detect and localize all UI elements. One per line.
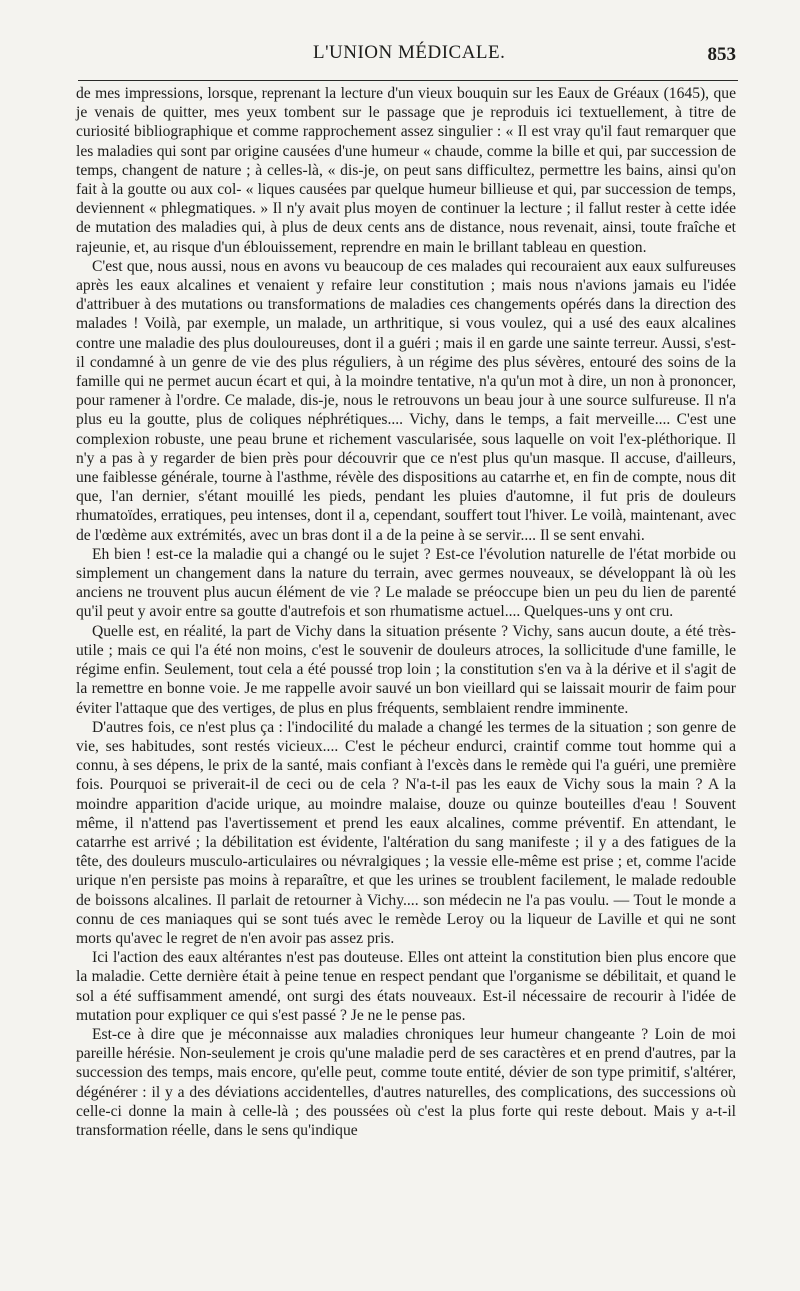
paragraph: Est-ce à dire que je méconnaisse aux maladies chroniques leur humeur changeante ? Loin de moi pareille hérésie. Non-seulement je crois qu'une maladie perd de ses caractères et en prend d'autres, par la succession des temps, mais encore, qu'elle peut, comme toute entité, dévier de son type primitif, s'altérer, dégénérer : il y a des déviations accidentelles, d'autres naturelles, des complications, des successions où celle-ci donne la main à celle-là ; des poussées où c'est la plus forte qui reste debout. Mais y a-t-il transformation réelle, dans le sens qu'indique (76, 1025, 736, 1139)
paragraph: C'est que, nous aussi, nous en avons vu beaucoup de ces malades qui recouraient aux eaux sulfureuses après les eaux alcalines et venaient y refaire leur constitution ; mais nous n'avions jamais eu l'idée d'attribuer à des mutations ou transformations de maladies ces changements opérés dans la direction des malades ! Voilà, par exemple, un malade, un arthritique, si vous voulez, qui a usé des eaux alcalines contre une maladie des plus douloureuses, dont il a guéri ; mais il en garde une sainte terreur. Aussi, s'est-il condamné à un genre de vie des plus réguliers, à un régime des plus sévères, entouré des soins de la famille qui ne permet aucun écart et qui, à la moindre tentative, n'a qu'un mot à dire, un non à prononcer, pour ramener à l'ordre. Ce malade, dis-je, nous le retrouvons un beau jour à une source sulfureuse. Il n'a plus eu la goutte, plus de coliques néphrétiques.... Vichy, dans le temps, a fait merveille.... C'est une complexion robuste, une peau brune et richement vascularisée, sous laquelle on voit l'ex-pléthorique. Il n'y a pas à y regarder de bien près pour découvrir que ce n'est plus qu'un masque. Il accuse, d'ailleurs, une faiblesse générale, tourne à l'asthme, révèle des dispositions au catarrhe et, en fin de compte, nous dit que, l'an dernier, s'étant mouillé les pieds, pendant les pluies d'automne, il fut pris de douleurs rhumatoïdes, erratiques, peu intenses, dont il a, cependant, souffert tout l'hiver. Le voilà, maintenant, avec de l'œdème aux extrémités, avec un bras dont il a de la peine à se servir.... Il se sent envahi. (76, 257, 736, 544)
paragraph: Eh bien ! est-ce la maladie qui a changé ou le sujet ? Est-ce l'évolution naturelle de l'état morbide ou simplement un changement dans la nature du terrain, avec germes nouveaux, se développant là où les anciens ne trouvent plus aucun élément de vie ? Le malade se préoccupe bien un peu du lien de parenté qu'il peut y avoir entre sa goutte d'autrefois et son rhumatisme actuel.... Quelques-uns y ont cru. (76, 545, 736, 621)
page-header (78, 42, 736, 74)
paragraph: Ici l'action des eaux altérantes n'est pas douteuse. Elles ont atteint la constitution bien plus encore que la maladie. Cette dernière était à peine tenue en respect pendant que l'organisme se débilitait, et quand le sol a été suffisamment amendé, ont surgi des états nouveaux. Est-il nécessaire de recourir à l'idée de mutation pour expliquer ce qui s'est passé ? Je ne le pense pas. (76, 949, 736, 1024)
paragraph: de mes impressions, lorsque, reprenant la lecture d'un vieux bouquin sur les Eaux de Gréaux (1645), que je venais de quitter, mes yeux tombent sur le passage que je reproduis ici textuellement, à titre de curiosité bibliographique et comme rapprochement assez singulier : « Il est vray qu'il faut remarquer que les maladies qui sont par origine causées d'une humeur « chaude, comme la bille et qui, par succession de temps, changent de nature ; à celles-là, « dis-je, on peut sans difficultez, permettre les bains, ainsi qu'on fait à la goutte ou aux col- « liques causées par quelque humeur billieuse et qui, par succession de temps, deviennent « phlegmatiques. » Il n'y avait plus moyen de continuer la lecture ; il fallut rester à cette idée de mutation des maladies qui, à plus de deux cents ans de distance, nous revenait, ainsi, toute fraîche et rajeunie, et, au risque d'un éblouissement, reprendre en main le brillant tableau en question. (76, 85, 736, 256)
body-text (76, 84, 736, 1140)
running-title: L'UNION MÉDICALE. (313, 42, 506, 63)
paragraph: D'autres fois, ce n'est plus ça : l'indocilité du malade a changé les termes de la situation ; son genre de vie, ses habitudes, sont restés vicieux.... C'est le pécheur endurci, craintif comme tout homme qui a connu, à ses dépens, le prix de la santé, mais confiant à l'excès dans le remède qui l'a guéri, une première fois. Pourquoi se priverait-il de ceci ou de cela ? N'a-t-il pas les eaux de Vichy sous la main ? A la moindre apparition d'acide urique, au moindre malaise, douze ou quinze bouteilles d'eau ! Souvent même, il n'attend pas l'avertissement et prend les eaux alcalines, comme préventif. En attendant, le catarrhe est arrivé ; la débilitation est évidente, l'altération du sang manifeste ; il y a des fatigues de la tête, des douleurs musculo-articulaires ou névralgiques ; la vessie elle-même est prise ; et, comme l'acide urique n'en persiste pas moins à reparaître, et que les urines se troublent facilement, le malade redouble de boissons alcalines. Il parlait de retourner à Vichy.... son médecin ne l'a pas voulu. — Tout le monde a connu de ces maniaques qui se sont tués avec le remède Leroy ou la liqueur de Laville et qui ne sont morts qu'avec le regret de n'en avoir pas assez pris. (76, 718, 736, 947)
page-number: 853 (707, 44, 736, 65)
header-rule (78, 80, 738, 81)
paragraph: Quelle est, en réalité, la part de Vichy dans la situation présente ? Vichy, sans aucun doute, a été très-utile ; mais ce qui l'a été non moins, c'est le souvenir de douleurs atroces, la sollicitude d'une famille, le régime enfin. Seulement, tout cela a été poussé trop loin ; la constitution s'en va à la dérive et il s'agit de la remettre en bonne voie. Je me rappelle avoir sauvé un bon vieillard qui se laissait mourir de faim pour éviter l'attaque que des vertiges, de plus en plus fréquents, semblaient rendre imminente. (76, 622, 736, 717)
